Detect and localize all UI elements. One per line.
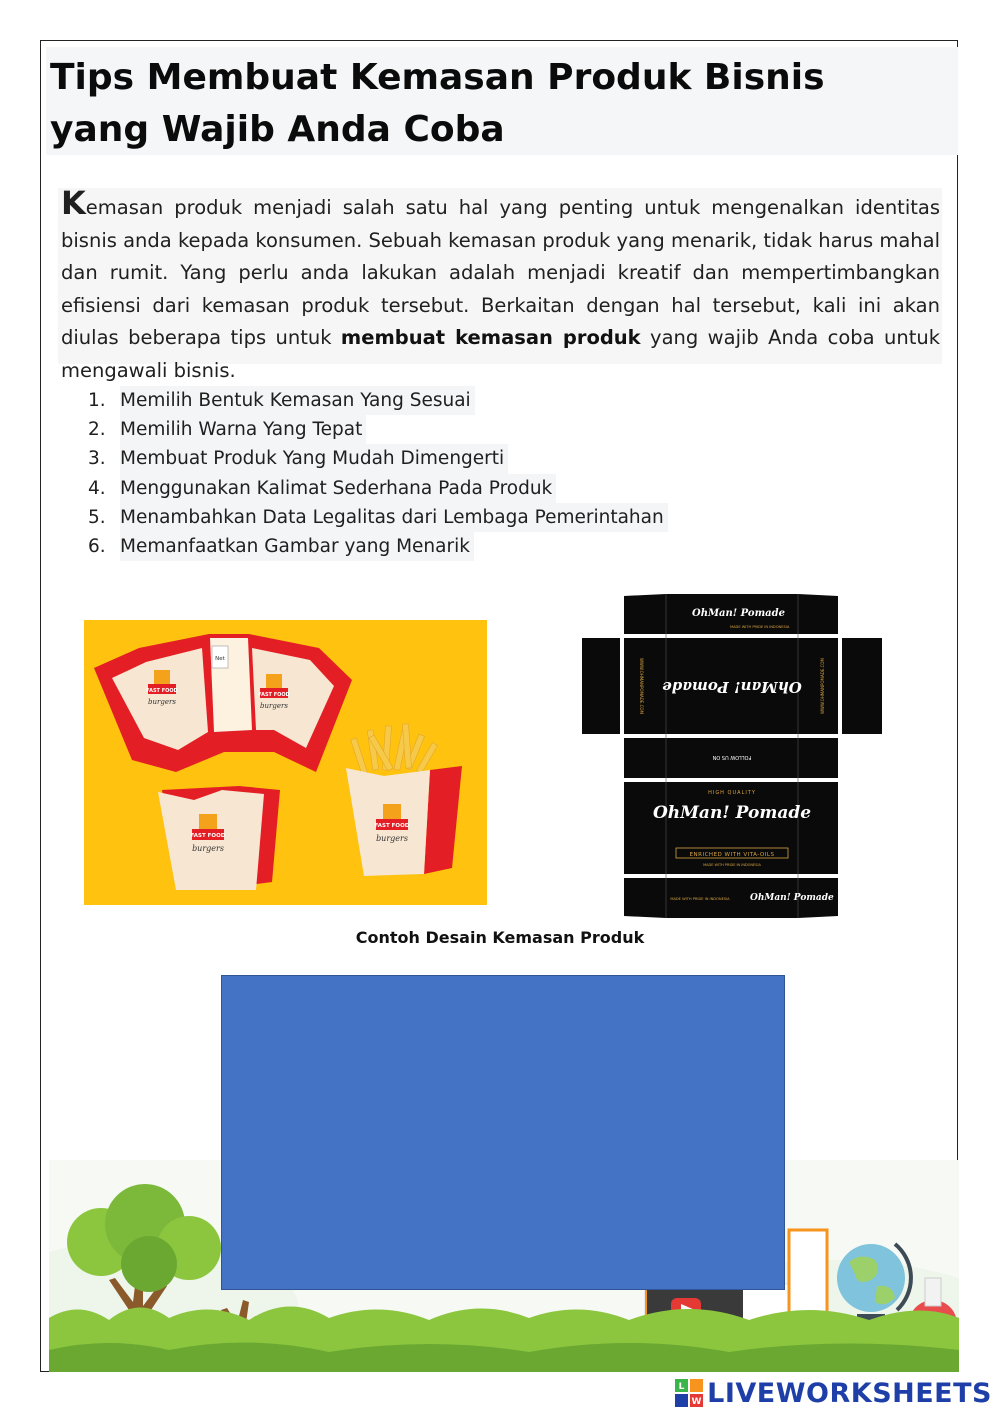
logo-script: burgers: [376, 834, 408, 843]
list-item: [88, 532, 668, 561]
intro-bold-phrase: membuat kemasan produk: [340, 326, 641, 349]
list-item-number: 1.: [88, 390, 106, 411]
list-item-text: Membuat Produk Yang Mudah Dimengerti: [120, 444, 508, 473]
list-item-text: Memanfaatkan Gambar yang Menarik: [120, 532, 474, 561]
logo-text: FAST FOOD: [258, 692, 290, 698]
fries-packaging-image: [84, 620, 487, 905]
pomade-box-dieline-image: [580, 594, 884, 918]
right-wing: [842, 638, 882, 734]
front-made: MADE WITH PRIDE IN INDONESIA: [703, 863, 761, 867]
drop-cap: K: [61, 184, 86, 222]
list-item: [88, 415, 668, 444]
blue-answer-box[interactable]: [221, 975, 785, 1290]
front-band: ENRICHED WITH VITA-OILS: [689, 852, 775, 858]
image-caption: Contoh Desain Kemasan Produk: [355, 928, 645, 947]
left-wing: [582, 638, 620, 734]
bottom-logo: OhMan! Pomade: [750, 893, 834, 903]
logo-text: FAST FOOD: [190, 833, 226, 839]
top-flap-logo: OhMan! Pomade: [692, 608, 786, 619]
top-flap-made: MADE WITH PRIDE IN INDONESIA: [730, 625, 790, 629]
logo-script: burgers: [260, 702, 288, 710]
liveworksheets-logo-icon: [675, 1379, 703, 1407]
list-item-text: Menggunakan Kalimat Sederhana Pada Produk: [120, 474, 556, 503]
lid-site-left: WWW.OHMANPOMADE.COM: [639, 657, 644, 715]
liveworksheets-brand[interactable]: [675, 1376, 992, 1410]
tips-list: [88, 386, 668, 561]
front-tagline: HIGH QUALITY: [708, 790, 756, 796]
side-follow: FOLLOW US ON: [712, 754, 752, 760]
list-item: [88, 503, 668, 532]
logo-script: burgers: [192, 844, 224, 853]
logo-text: FAST FOOD: [374, 823, 410, 829]
list-item-number: 5.: [88, 506, 106, 528]
lid-site-right: WWW.OHMANPOMADE.COM: [820, 657, 825, 715]
list-item: [88, 444, 668, 473]
list-item: [88, 386, 668, 415]
list-item-number: 4.: [88, 477, 106, 499]
lid-logo: OhMan! Pomade: [662, 678, 802, 696]
intro-text-before: emasan produk menjadi salah satu hal yang penting untuk mengenalkan identitas bisnis anda kepada konsumen. Sebuah kemasan produk yang menarik, tidak harus mahal dan rumit. Yang perlu anda lakukan adalah menjadi kreatif dan mempertimbangkan efisiensi dari kemasan produk tersebut. Berkaitan dengan hal tersebut, kali ini akan diulas beberapa tips untuk: [61, 196, 940, 349]
list-item-number: 2.: [88, 419, 106, 441]
list-item-text: Menambahkan Data Legalitas dari Lembaga Pemerintahan: [120, 503, 668, 532]
flat-box-tag-text: Net: [215, 656, 225, 662]
liveworksheets-wordmark: LIVEWORKSHEETS: [707, 1377, 992, 1409]
logo-letter: W: [691, 1397, 702, 1407]
front-logo: OhMan! Pomade: [652, 803, 812, 823]
intro-text-after: yang wajib Anda coba untuk mengawali bisnis.: [61, 326, 940, 382]
logo-text: FAST FOOD: [146, 688, 178, 694]
list-item-text: Memilih Warna Yang Tepat: [120, 415, 366, 444]
list-item-number: 3.: [88, 448, 106, 470]
logo-letter: L: [678, 1382, 685, 1392]
intro-paragraph: [61, 184, 940, 387]
list-item: [88, 474, 668, 503]
logo-script: burgers: [148, 698, 176, 706]
page-title: Tips Membuat Kemasan Produk Bisnis yang Wajib Anda Coba: [50, 57, 825, 150]
bottom-made: MADE WITH PRIDE IN INDONESIA: [670, 897, 730, 901]
list-item-text: Memilih Bentuk Kemasan Yang Sesuai: [120, 386, 475, 415]
list-item-number: 6.: [88, 535, 106, 557]
